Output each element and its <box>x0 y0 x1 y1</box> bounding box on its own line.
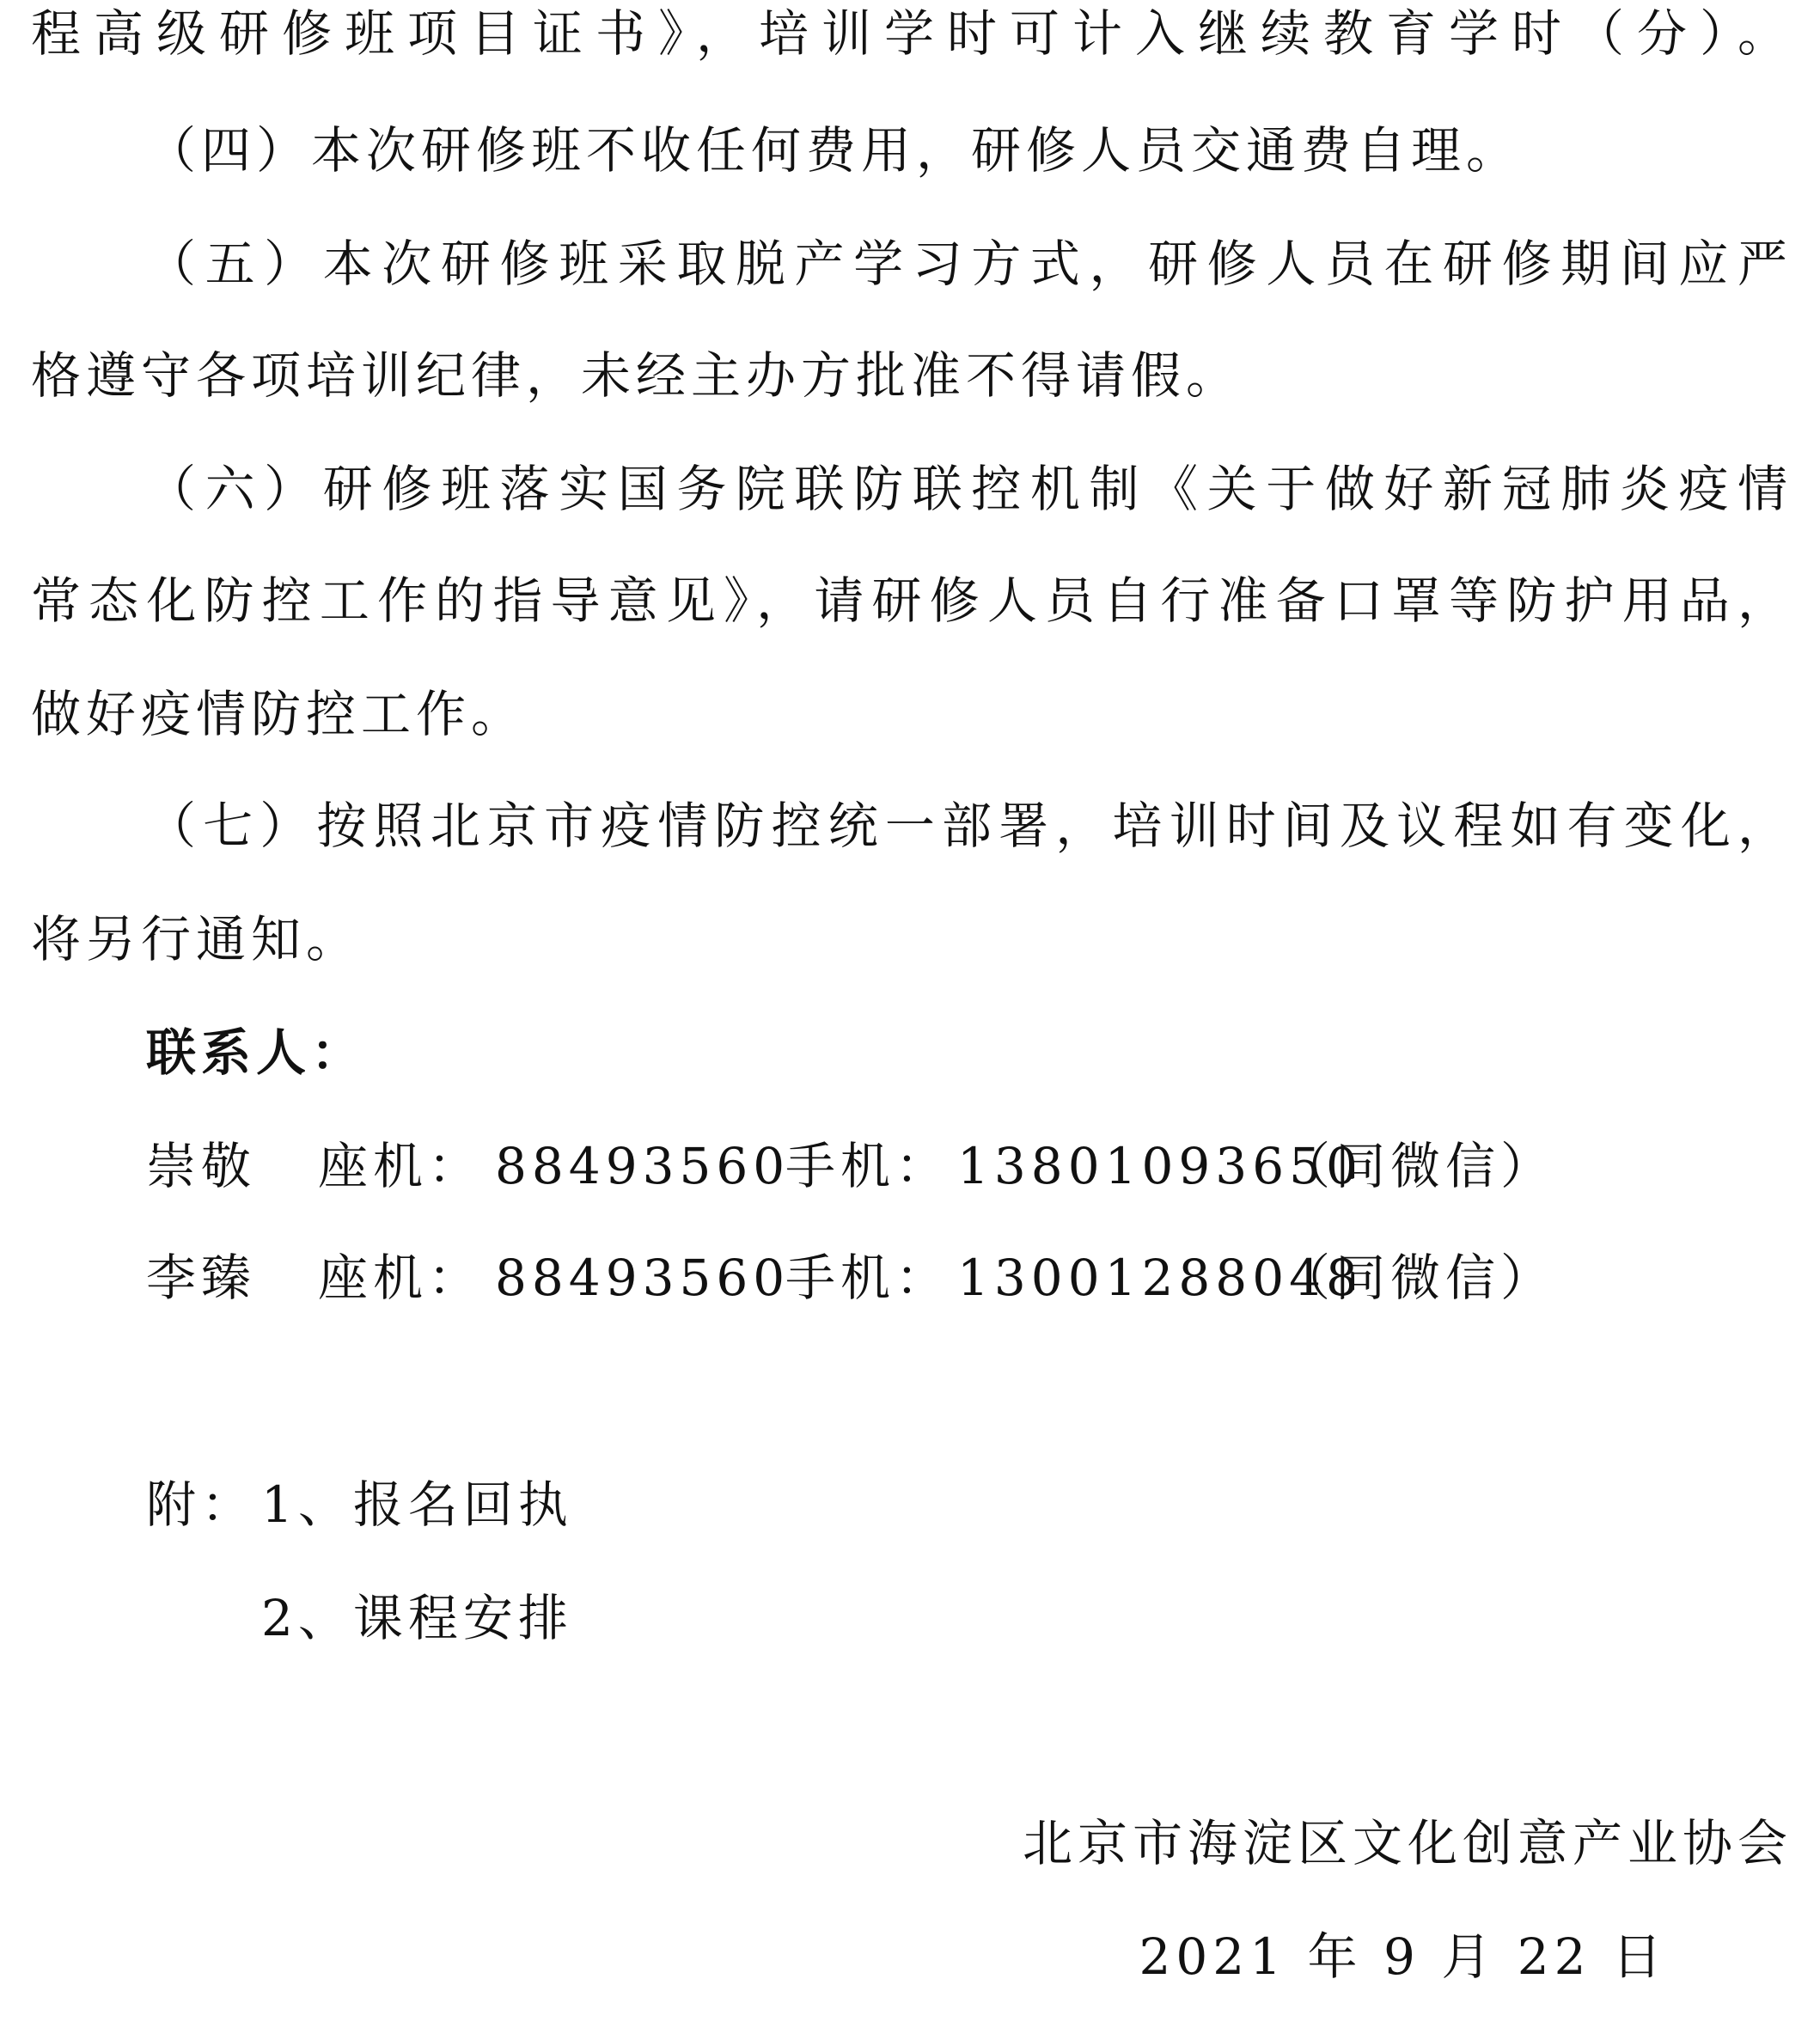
paragraph-5-line-2: 格遵守各项培训纪律，未经主办方批准不得请假。 <box>31 346 1242 405</box>
mobile-number: 13001288048 <box>957 1249 1363 1307</box>
paragraph-4: （四）本次研修班不收任何费用，研修人员交通费自理。 <box>146 121 1522 180</box>
attachment-item: 1、报名回执 <box>261 1475 573 1534</box>
landline-number: 88493560 <box>495 1137 791 1195</box>
contacts-heading: 联系人： <box>146 1023 367 1082</box>
contact-name: 李臻 <box>146 1249 257 1307</box>
landline-label: 座机： <box>318 1249 484 1307</box>
signature-organization: 北京市海淀区文化创意产业协会 <box>1022 1814 1793 1872</box>
wechat-note: （同微信） <box>1280 1249 1556 1307</box>
landline-label: 座机： <box>318 1137 484 1195</box>
attachments-label: 附： <box>146 1475 257 1534</box>
signature-date: 2021 年 9 月 22 日 <box>1139 1927 1667 1986</box>
attachment-item: 2、课程安排 <box>261 1589 573 1647</box>
paragraph-7-line-1: （七）按照北京市疫情防控统一部署，培训时间及议程如有变化， <box>146 797 1793 855</box>
paragraph-5-line-1: （五）本次研修班采取脱产学习方式，研修人员在研修期间应严 <box>146 235 1793 293</box>
paragraph-6-line-3: 做好疫情防控工作。 <box>31 685 527 743</box>
paragraph-certificate-end: 程高级研修班项目证书》，培训学时可计入继续教育学时（分）。 <box>31 4 1793 63</box>
wechat-note: （同微信） <box>1280 1137 1556 1195</box>
mobile-number: 13801093650 <box>957 1137 1363 1195</box>
contact-name: 崇敬 <box>146 1137 257 1195</box>
mobile-label: 手机： <box>785 1249 951 1307</box>
paragraph-6-line-1: （六）研修班落实国务院联防联控机制《关于做好新冠肺炎疫情 <box>146 460 1793 518</box>
paragraph-6-line-2: 常态化防控工作的指导意见》，请研修人员自行准备口罩等防护用品， <box>31 571 1793 630</box>
landline-number: 88493560 <box>495 1249 791 1307</box>
paragraph-7-line-2: 将另行通知。 <box>31 910 362 968</box>
mobile-label: 手机： <box>785 1137 951 1195</box>
